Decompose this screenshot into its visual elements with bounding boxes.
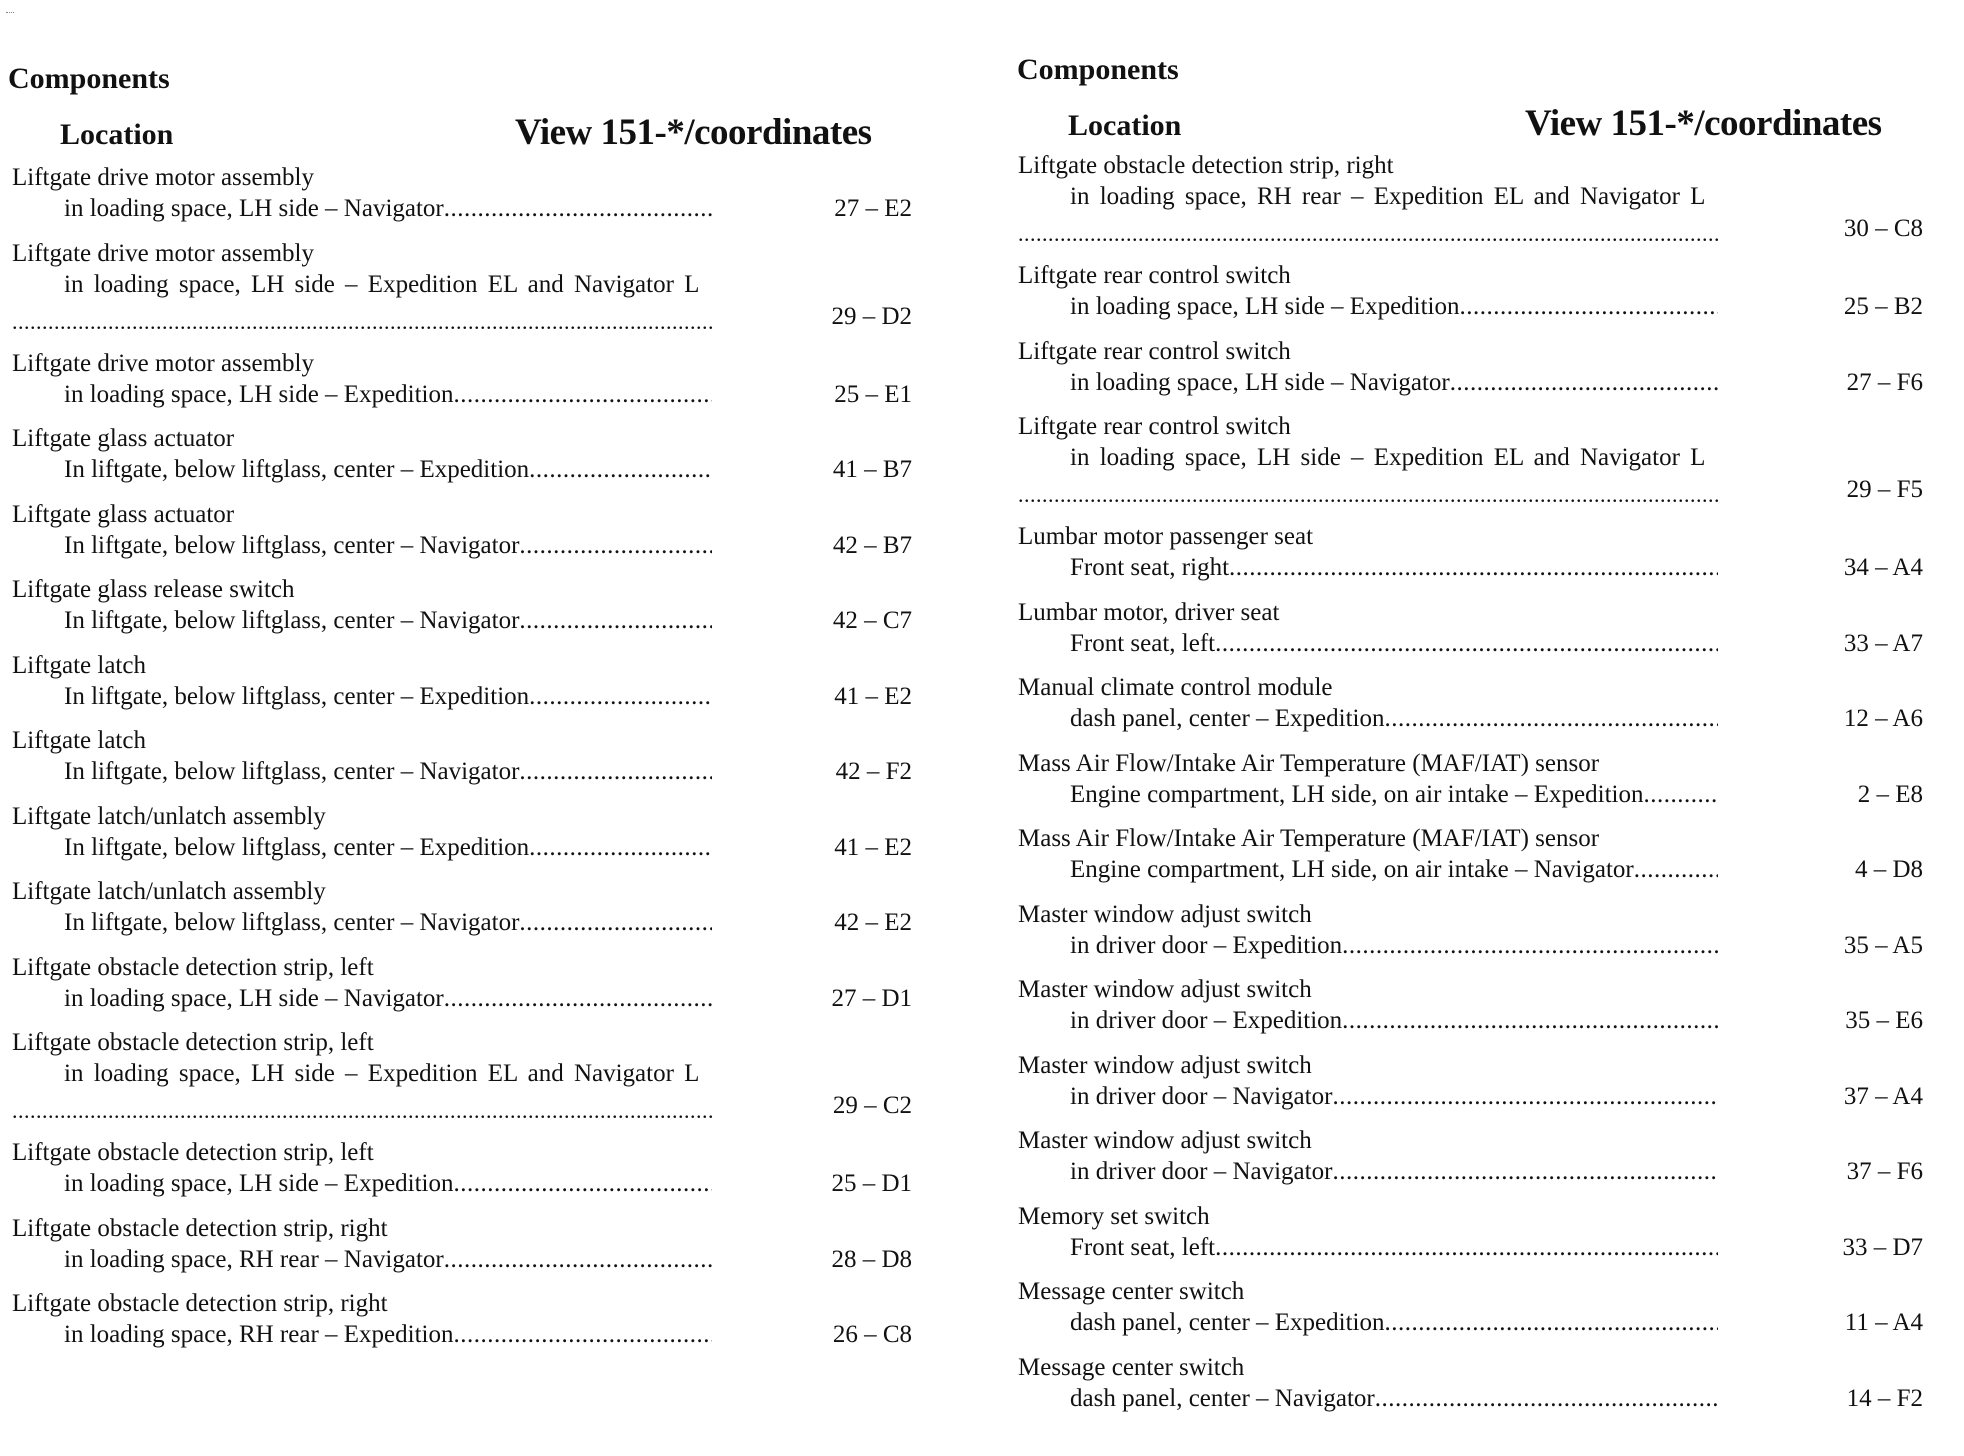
component-entry [1018,1201,1923,1277]
component-name: Liftgate obstacle detection strip, right [1018,152,1394,179]
view-coordinate: 4 – D8 [1854,856,1923,883]
view-coordinate: 25 – E1 [834,380,912,408]
view-coordinate: 37 – A4 [1843,1082,1923,1110]
component-location [12,907,712,938]
location-text: in loading space, LH side – Expedition EL and Navigator L [1070,444,1706,471]
component-location [1018,628,1718,659]
component-entry [12,1288,912,1364]
location-text: Engine compartment, LH side, on air intake – Navigator [1070,856,1634,883]
location-text: in loading space, RH rear – Expedition [64,1321,454,1348]
component-location [1018,442,1778,473]
view-coordinate: 29 – D2 [831,302,912,330]
location-text: in loading space, LH side – Expedition [64,1170,454,1197]
component-name: Liftgate latch [12,651,146,679]
location-text: in loading space, RH rear – Expedition EL and Navigator L [1070,183,1706,210]
location-text: In liftgate, below liftglass, center – Navigator [64,909,520,936]
component-entry [12,348,912,424]
component-entry [12,1137,912,1213]
view-coordinate: 33 – A7 [1843,629,1923,657]
component-entry [1018,899,1923,975]
dot-leader [12,1095,712,1126]
location-text: in loading space, LH side – Navigator [1070,368,1450,396]
location-text: In liftgate, below liftglass, center – Navigator [64,607,520,634]
component-entry [12,801,912,877]
component-name: Liftgate obstacle detection strip, left [12,953,374,981]
location-text: In liftgate, below liftglass, center – Expedition [64,682,530,710]
view-coordinate: 25 – D1 [831,1170,912,1197]
components-heading: Components [8,62,170,95]
component-location [12,1319,712,1350]
component-entry [1018,521,1923,597]
view-coordinate: 35 – A5 [1843,931,1923,959]
location-text: In liftgate, below liftglass, center – Expedition [64,456,530,483]
component-location [12,1168,712,1199]
component-name: Liftgate glass actuator [12,500,235,528]
component-name: Liftgate latch/unlatch assembly [12,802,326,830]
view-coordinate: 30 – C8 [1843,215,1923,242]
view-coordinate: 27 – D1 [831,984,912,1012]
component-entry [12,876,912,952]
component-name: Liftgate obstacle detection strip, right [12,1290,388,1317]
view-coordinate: 12 – A6 [1843,705,1923,732]
view-coordinate: 2 – E8 [1857,780,1923,808]
location-text: in loading space, LH side – Expedition EL and Navigator L [64,1060,700,1087]
component-location [1018,703,1718,734]
component-location [1018,1081,1718,1112]
component-entry [1018,1125,1923,1201]
location-text: dash panel, center – Expedition [1070,705,1385,732]
component-location [1018,1383,1718,1414]
view-coordinate: 42 – C7 [832,607,912,634]
view-coordinate: 25 – B2 [1843,293,1923,320]
component-location [12,1058,772,1089]
component-name: Liftgate obstacle detection strip, left [12,1139,374,1166]
component-location [1018,779,1718,810]
dot-leader [1384,1307,1718,1338]
location-text: in loading space, LH side – Expedition [1070,293,1460,320]
component-entry [12,952,912,1028]
location-text: in loading space, RH rear – Navigator [64,1245,444,1273]
component-entry [1018,974,1923,1050]
component-name: Message center switch [1018,1353,1245,1381]
dot-leader [12,306,712,337]
location-text: in driver door – Navigator [1070,1082,1333,1110]
view-coordinate: 33 – D7 [1842,1233,1923,1261]
component-name: Liftgate drive motor assembly [12,164,315,191]
dot-leader [444,983,712,1014]
component-location [12,832,712,863]
components-heading: Components [1017,53,1179,86]
component-entry [12,1213,912,1289]
location-text: Front seat, right [1070,554,1230,581]
dot-leader [529,832,712,863]
component-name: Lumbar motor, driver seat [1018,598,1280,626]
location-text: in loading space, LH side – Navigator [64,984,444,1012]
dot-leader [1215,1232,1718,1263]
component-location [1018,181,1778,212]
dot-leader [1018,479,1718,510]
view-coordinates-header: View 151-*/coordinates [1525,103,1882,144]
component-entry [12,574,912,650]
dot-leader [1643,779,1718,810]
location-text: in driver door – Navigator [1070,1158,1333,1185]
dot-leader [1229,552,1718,583]
component-name: Liftgate latch [12,727,146,754]
view-coordinate: 29 – F5 [1846,476,1923,503]
component-name: Liftgate rear control switch [1018,413,1291,440]
component-location [1018,1005,1718,1036]
dot-leader [1332,1081,1718,1112]
location-text: in driver door – Expedition [1070,931,1343,959]
dot-leader [1384,703,1718,734]
component-name: Master window adjust switch [1018,1127,1312,1154]
component-location [1018,1307,1718,1338]
location-text: Front seat, left [1070,629,1216,657]
dot-leader [1215,628,1718,659]
component-location [1018,1156,1718,1187]
view-coordinate: 41 – B7 [832,456,912,483]
dot-leader [529,681,712,712]
component-location [12,454,712,485]
location-text: in loading space, LH side – Expedition [64,380,454,408]
view-coordinate: 29 – C2 [832,1092,912,1119]
component-name: Master window adjust switch [1018,976,1312,1003]
component-name: Liftgate obstacle detection strip, left [12,1029,374,1056]
view-coordinates-header: View 151-*/coordinates [515,112,872,153]
component-name: Liftgate drive motor assembly [12,239,315,267]
component-location [12,269,772,300]
dot-leader [1634,854,1718,885]
component-location [12,756,712,787]
component-entry [1018,1050,1923,1126]
component-entry [1018,823,1923,899]
view-coordinate: 42 – B7 [832,531,912,559]
component-location [12,681,712,712]
component-name: Mass Air Flow/Intake Air Temperature (MAF/IAT) sensor [1018,825,1600,852]
component-entry [1018,672,1923,748]
component-entry [12,499,912,575]
dot-leader [519,605,712,636]
view-coordinate: 41 – E2 [834,833,912,861]
view-coordinate: 42 – F2 [835,758,912,785]
dot-leader [444,193,712,224]
dot-leader [454,379,712,410]
component-location [1018,1232,1718,1263]
view-coordinate: 35 – E6 [1845,1007,1923,1034]
component-list [1018,150,1923,1427]
dot-leader [1342,1005,1718,1036]
component-name: Liftgate obstacle detection strip, right [12,1214,388,1242]
component-location [1018,552,1718,583]
dot-leader [519,530,712,561]
component-location [12,1244,712,1275]
location-text: In liftgate, below liftglass, center – Navigator [64,758,520,785]
component-name: Liftgate rear control switch [1018,337,1291,365]
component-name: Memory set switch [1018,1202,1210,1230]
location-text: in loading space, LH side – Expedition EL and Navigator L [64,270,700,298]
view-coordinate: 28 – D8 [831,1245,912,1273]
component-name: Liftgate glass actuator [12,425,235,452]
component-entry [1018,150,1923,260]
view-coordinate: 41 – E2 [834,682,912,710]
component-name: Liftgate drive motor assembly [12,349,315,377]
location-text: in driver door – Expedition [1070,1007,1343,1034]
dot-leader [1332,1156,1718,1187]
component-name: Master window adjust switch [1018,1051,1312,1079]
component-location [1018,367,1718,398]
component-entry [1018,597,1923,673]
component-entry [12,423,912,499]
component-name: Liftgate latch/unlatch assembly [12,878,326,905]
location-text: in loading space, LH side – Navigator [64,195,444,222]
component-entry [12,238,912,348]
component-entry [12,650,912,726]
component-location [12,193,712,224]
dot-leader [1460,291,1718,322]
component-name: Lumbar motor passenger seat [1018,523,1314,550]
dot-leader [519,907,712,938]
component-location [12,605,712,636]
location-text: In liftgate, below liftglass, center – Expedition [64,833,530,861]
view-coordinate: 14 – F2 [1846,1384,1923,1412]
component-entry [12,162,912,238]
component-location [1018,930,1718,961]
view-coordinate: 27 – F6 [1846,368,1923,396]
view-coordinate: 26 – C8 [832,1321,912,1348]
component-location [1018,854,1718,885]
dot-leader [529,454,712,485]
component-name: Manual climate control module [1018,674,1333,701]
component-location [12,379,712,410]
component-entry [1018,411,1923,521]
location-text: In liftgate, below liftglass, center – Navigator [64,531,520,559]
dot-leader [1375,1383,1718,1414]
view-coordinate: 42 – E2 [834,909,912,936]
component-name: Liftgate rear control switch [1018,262,1291,289]
component-name: Mass Air Flow/Intake Air Temperature (MAF/IAT) sensor [1018,749,1600,777]
component-entry [1018,336,1923,412]
location-text: dash panel, center – Expedition [1070,1309,1385,1336]
location-text: dash panel, center – Navigator [1070,1384,1375,1412]
dot-leader [454,1168,712,1199]
component-entry [1018,1352,1923,1428]
view-coordinate: 37 – F6 [1846,1158,1923,1185]
component-entry [1018,260,1923,336]
component-entry [1018,748,1923,824]
dot-leader [1450,367,1718,398]
component-name: Master window adjust switch [1018,900,1312,928]
component-name: Liftgate glass release switch [12,576,295,603]
scan-mark [6,12,14,13]
component-location [12,530,712,561]
component-list [12,162,912,1364]
dot-leader [1018,218,1718,249]
location-text: Engine compartment, LH side, on air intake – Expedition [1070,780,1644,808]
view-coordinate: 34 – A4 [1843,554,1923,581]
location-header: Location [1068,109,1182,142]
dot-leader [453,1319,712,1350]
view-coordinate: 27 – E2 [834,195,912,222]
component-location [1018,291,1718,322]
component-entry [12,725,912,801]
component-entry [12,1027,912,1137]
location-text: Front seat, left [1070,1233,1216,1261]
dot-leader [444,1244,712,1275]
dot-leader [519,756,712,787]
dot-leader [1342,930,1718,961]
view-coordinate: 11 – A4 [1844,1309,1923,1336]
component-location [12,983,712,1014]
component-entry [1018,1276,1923,1352]
component-name: Message center switch [1018,1278,1245,1305]
location-header: Location [60,118,174,151]
